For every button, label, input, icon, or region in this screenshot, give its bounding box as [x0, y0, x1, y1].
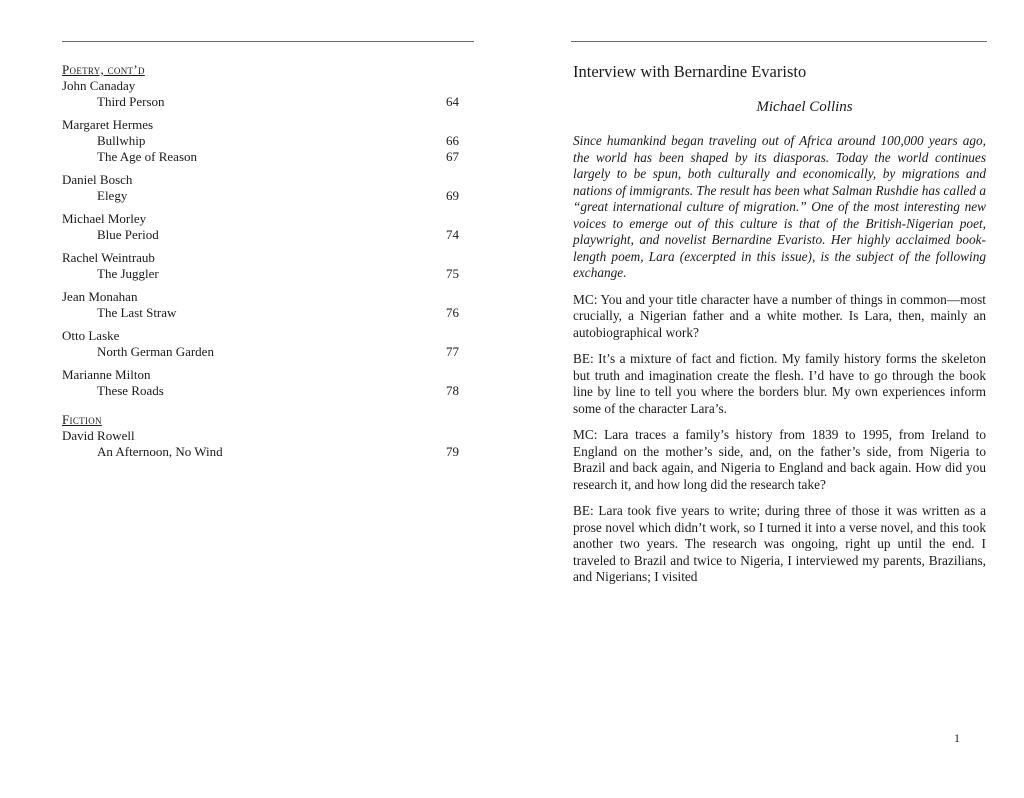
- article-title: Interview with Bernardine Evaristo: [573, 62, 807, 81]
- toc-page-number: 79: [446, 444, 459, 459]
- toc-work: [62, 266, 462, 282]
- toc-page-number: 74: [446, 227, 459, 242]
- interview-paragraph: MC: You and your title character have a number of things in common—most crucially, a Nigerian father and a white mother. Is Lara, then, mainly an autobiographical work?: [573, 291, 986, 340]
- toc-work: [62, 149, 462, 165]
- toc-author: Marianne Milton: [62, 367, 151, 382]
- toc-section-heading: Poetry, cont’d: [62, 62, 145, 77]
- toc-work-title: The Last Straw: [97, 305, 177, 320]
- page-number: 1: [954, 731, 960, 745]
- toc-work: [62, 227, 462, 243]
- toc-work: [62, 383, 462, 399]
- toc-work-title: Bullwhip: [97, 133, 146, 148]
- toc-entry: [62, 328, 462, 360]
- toc-entry: [62, 367, 462, 399]
- toc-page-number: 78: [446, 383, 459, 398]
- toc-entry: [62, 78, 462, 110]
- toc-author: Margaret Hermes: [62, 117, 154, 132]
- toc-author: Michael Morley: [62, 211, 147, 226]
- article-author: Michael Collins: [756, 99, 853, 115]
- toc-entry: [62, 289, 462, 321]
- toc-work-title: Elegy: [97, 188, 128, 203]
- toc-work-title: Blue Period: [97, 227, 159, 242]
- toc-entry: [62, 172, 462, 204]
- toc-author: Otto Laske: [62, 328, 120, 343]
- interview-paragraph: BE: Lara took five years to write; during three of those it was written as a prose novel which didn’t work, so I turned it into a verse novel, and this took another two years. The research was ongoing, right up until the end. I traveled to Brazil and twice to Nigeria, I interviewed my parents, Brazilians, and Nigerians; I visited: [573, 503, 986, 584]
- toc-page-number: 77: [446, 344, 459, 359]
- toc-work: [62, 188, 462, 204]
- toc-work-title: The Age of Reason: [97, 149, 198, 164]
- article-intro: Since humankind began traveling out of Africa around 100,000 years ago, the world has been shaped by its diasporas. Today the world continues largely to be spun, both culturally and economically, by migrations and nations of immigrants. The result has been what Salman Rushdie has called a “great international culture of migration.” One of the most interesting new voices to emerge out of this culture is that of the British-Nigerian poet, playwright, and novelist Bernardine Evaristo. Her highly acclaimed book-length poem, Lara (excerpted in this issue), is the subject of the following exchange.: [573, 133, 986, 280]
- toc-page-number: 75: [446, 266, 459, 281]
- toc-author: David Rowell: [62, 428, 135, 443]
- toc-page-number: 67: [446, 149, 459, 164]
- toc-author: John Canaday: [62, 78, 136, 93]
- toc-entry: [62, 250, 462, 282]
- toc-author: Rachel Weintraub: [62, 250, 155, 265]
- header-rule-right: [571, 41, 987, 42]
- toc-entry: [62, 428, 462, 460]
- table-of-contents: [62, 62, 462, 467]
- toc-work: [62, 133, 462, 149]
- toc-page-number: 69: [446, 188, 459, 203]
- toc-work-title: These Roads: [97, 383, 164, 398]
- toc-author: Daniel Bosch: [62, 172, 133, 187]
- toc-entry: [62, 211, 462, 243]
- toc-page-number: 66: [446, 133, 459, 148]
- toc-work: [62, 94, 462, 110]
- toc-entry: [62, 117, 462, 165]
- toc-work-title: North German Garden: [97, 344, 214, 359]
- toc-section-heading: Fiction: [62, 412, 102, 427]
- toc-work-title: An Afternoon, No Wind: [97, 444, 223, 459]
- toc-page-number: 64: [446, 94, 459, 109]
- header-rule-left: [62, 41, 474, 42]
- toc-work-title: The Juggler: [97, 266, 159, 281]
- toc-work: [62, 444, 462, 460]
- toc-work: [62, 305, 462, 321]
- article-page: [573, 62, 986, 596]
- interview-paragraph: MC: Lara traces a family’s history from 1839 to 1995, from Ireland to England on the mother’s side, and, on the father’s side, from Nigeria to Brazil and back again, and Nigeria to England and back again. How did you research it, and how long did the research take?: [573, 427, 986, 492]
- toc-page-number: 76: [446, 305, 459, 320]
- toc-author: Jean Monahan: [62, 289, 138, 304]
- toc-work: [62, 344, 462, 360]
- toc-work-title: Third Person: [97, 94, 165, 109]
- interview-paragraph: BE: It’s a mixture of fact and fiction. My family history forms the skeleton but truth and imagination create the flesh. I’d have to go through the book line by line to tell you where the borders blur. My own experiences inform some of the character Lara’s.: [573, 351, 986, 416]
